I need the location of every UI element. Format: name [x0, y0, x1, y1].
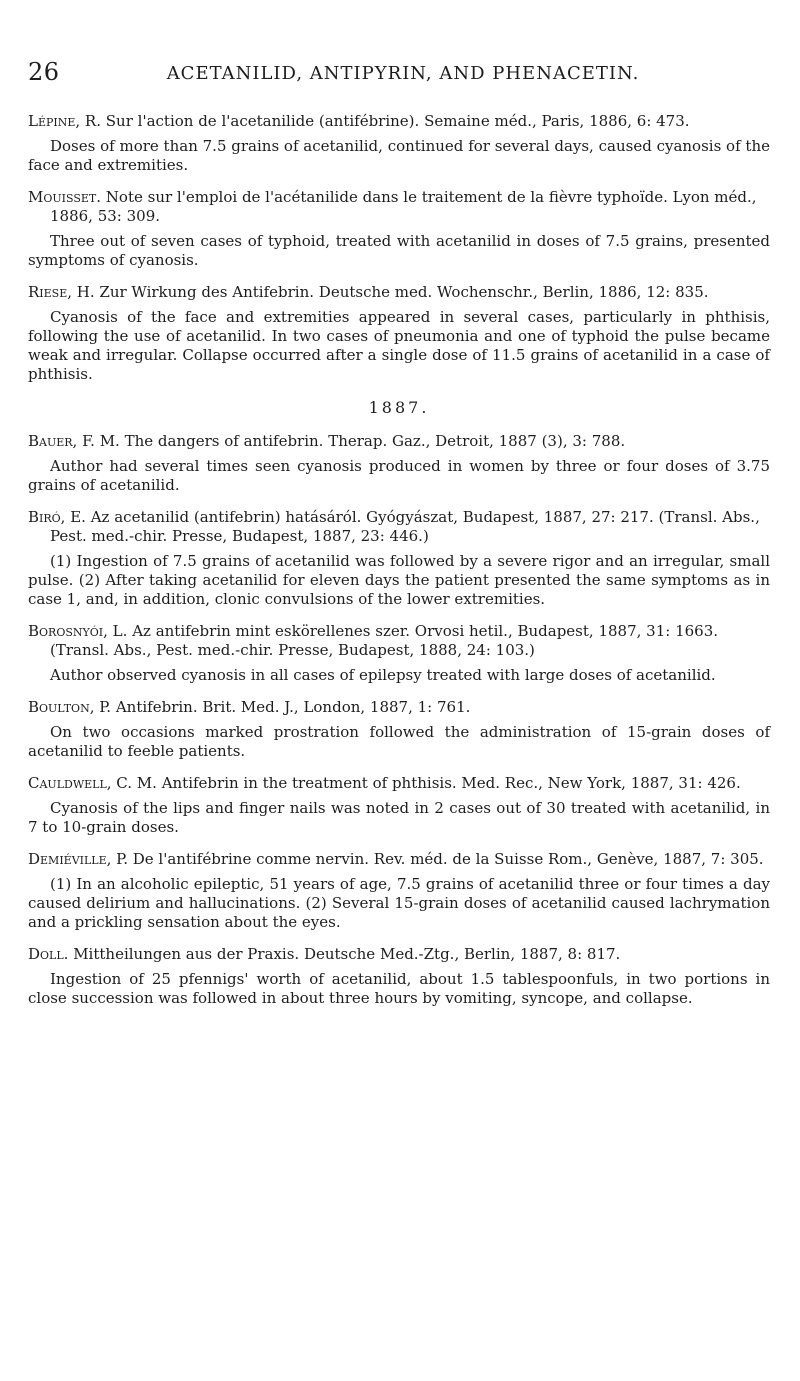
- author-name: Riese, H.: [28, 283, 95, 301]
- author-name: Mouisset.: [28, 188, 102, 206]
- bibliography-entry: [28, 432, 770, 495]
- citation-text: Antifebrin. Brit. Med. J., London, 1887, 1: 761.: [115, 698, 471, 716]
- citation-text: Az acetanilid (antifebrin) hatásáról. Gyógyászat, Budapest, 1887, 27: 217. (Transl. Abs., Pest. med.-chir. Presse, Budapest, 1887, 23: 446.): [50, 508, 760, 545]
- citation: [28, 112, 770, 131]
- abstract-paragraph: Author observed cyanosis in all cases of epilepsy treated with large doses of acetanilid.: [50, 666, 716, 684]
- citation: [28, 945, 770, 964]
- citation: [28, 850, 770, 869]
- abstract-paragraph: Three out of seven cases of typhoid, treated with acetanilid in doses of 7.5 grains, presented symptoms of cyanosis.: [28, 232, 770, 269]
- citation-text: Antifebrin in the treatment of phthisis. Med. Rec., New York, 1887, 31: 426.: [161, 774, 741, 792]
- page-body: [28, 112, 770, 1021]
- abstract-paragraph: Doses of more than 7.5 grains of acetanilid, continued for several days, caused cyanosis of the face and extremities.: [28, 137, 770, 174]
- author-name: Demiéville, P.: [28, 850, 128, 868]
- author-name: Lépine, R.: [28, 112, 101, 130]
- abstract-paragraph: Cyanosis of the lips and finger nails was noted in 2 cases out of 30 treated with acetanilid, in 7 to 10-grain doses.: [28, 799, 770, 836]
- citation: [28, 188, 770, 226]
- citation-text: Mittheilungen aus der Praxis. Deutsche Med.-Ztg., Berlin, 1887, 8: 817.: [73, 945, 621, 963]
- bibliography-entry: [28, 945, 770, 1008]
- citation-text: Zur Wirkung des Antifebrin. Deutsche med. Wochenschr., Berlin, 1886, 12: 835.: [99, 283, 709, 301]
- bibliography-entry: [28, 112, 770, 175]
- author-name: Biró, E.: [28, 508, 86, 526]
- citation: [28, 432, 770, 451]
- bibliography-entry: [28, 774, 770, 837]
- bibliography-entry: [28, 698, 770, 761]
- citation-text: Note sur l'emploi de l'acétanilide dans le traitement de la fièvre typhoïde. Lyon méd., 1886, 53: 309.: [50, 188, 757, 225]
- author-name: Doll.: [28, 945, 69, 963]
- running-head: ACETANILID, ANTIPYRIN, AND PHENACETIN.: [166, 63, 640, 84]
- bibliography-entry: [28, 850, 770, 932]
- citation-text: Az antifebrin mint eskörellenes szer. Orvosi hetil., Budapest, 1887, 31: 1663. (Transl. Abs., Pest. med.-chir. Presse, Budapest, 1888, 24: 103.): [50, 622, 719, 659]
- author-name: Bauer, F. M.: [28, 432, 120, 450]
- abstract-paragraph: (1) Ingestion of 7.5 grains of acetanilid was followed by a severe rigor and an irregular, small pulse. (2) After taking acetanilid for eleven days the patient presented the same symptoms as in case 1, and, in addition, clonic convulsions of the lower extremities.: [28, 552, 770, 608]
- citation: [28, 622, 770, 660]
- abstract-paragraph: (1) In an alcoholic epileptic, 51 years of age, 7.5 grains of acetanilid three or four times a day caused delirium and hallucinations. (2) Several 15-grain doses of acetanilid caused lachrymation and a prickling sensation about the eyes.: [28, 875, 770, 931]
- abstract-paragraph: Author had several times seen cyanosis produced in women by three or four doses of 3.75 grains of acetanilid.: [28, 457, 770, 494]
- citation: [28, 508, 770, 546]
- author-name: Borosnyói, L.: [28, 622, 128, 640]
- citation-text: De l'antifébrine comme nervin. Rev. méd. de la Suisse Rom., Genève, 1887, 7: 305.: [132, 850, 764, 868]
- entries-1887: [28, 432, 770, 1008]
- abstract-paragraph: Ingestion of 25 pfennigs' worth of acetanilid, about 1.5 tablespoonfuls, in two portions in close succession was followed in about three hours by vomiting, syncope, and collapse.: [28, 970, 770, 1007]
- abstract-paragraph: Cyanosis of the face and extremities appeared in several cases, particularly in phthisis, following the use of acetanilid. In two cases of pneumonia and one of typhoid the pulse became weak and irregular. Collapse occurred after a single dose of 11.5 grains of acetanilid in a case of phthisis.: [28, 308, 770, 383]
- page-header: [28, 58, 778, 88]
- citation: [28, 774, 770, 793]
- bibliography-entry: [28, 622, 770, 685]
- citation-text: The dangers of antifebrin. Therap. Gaz., Detroit, 1887 (3), 3: 788.: [124, 432, 626, 450]
- author-name: Boulton, P.: [28, 698, 112, 716]
- abstract-paragraph: On two occasions marked prostration followed the administration of 15-grain doses of acetanilid to feeble patients.: [28, 723, 770, 760]
- bibliography-entry: [28, 188, 770, 270]
- year-heading: 1887.: [368, 398, 430, 417]
- page-number: 26: [28, 58, 60, 86]
- bibliography-entry: [28, 508, 770, 609]
- citation: [28, 698, 770, 717]
- author-name: Cauldwell, C. M.: [28, 774, 157, 792]
- citation-text: Sur l'action de l'acetanilide (antifébrine). Semaine méd., Paris, 1886, 6: 473.: [105, 112, 690, 130]
- citation: [28, 283, 770, 302]
- bibliography-entry: [28, 283, 770, 384]
- entries-1886: [28, 112, 770, 384]
